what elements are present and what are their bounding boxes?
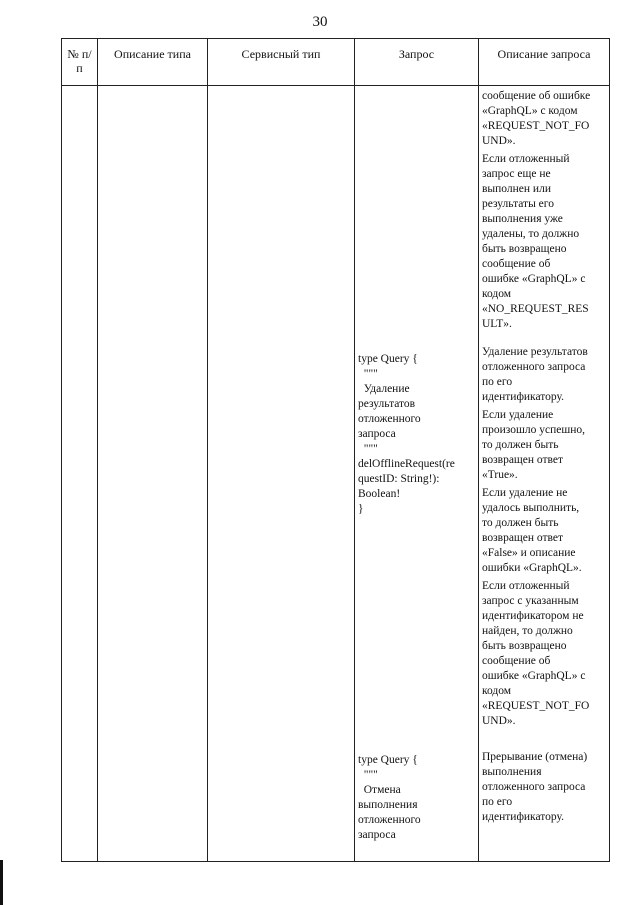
cell-query <box>355 86 479 862</box>
description-line: ошибке «GraphQL» с <box>482 670 586 682</box>
description-line: удалены, то должно <box>482 228 580 240</box>
description-line: «GraphQL» с кодом <box>482 105 578 117</box>
query-line: """ <box>358 443 378 455</box>
description-line: кодом <box>482 288 512 300</box>
query-cancel-offline-request <box>358 753 476 843</box>
query-line: Boolean! <box>358 488 401 500</box>
description-line: то должен быть <box>482 439 559 451</box>
description-line: Если отложенный <box>482 153 570 165</box>
description-line: по его <box>482 376 513 388</box>
description-line: «REQUEST_NOT_FO <box>482 700 590 712</box>
table-header-row <box>62 39 610 86</box>
query-line: """ <box>358 769 378 781</box>
description-line: ошибки «GraphQL». <box>482 562 582 574</box>
page-number: 30 <box>312 14 328 30</box>
query-line: type Query { <box>358 754 418 766</box>
description-line: произошло успешно, <box>482 424 586 436</box>
description-line: быть возвращено <box>482 243 567 255</box>
description-paragraph <box>482 152 607 332</box>
description-paragraph <box>482 408 607 483</box>
description-line: быть возвращено <box>482 640 567 652</box>
scan-margin-mark <box>0 860 3 905</box>
description-line: Удаление результатов <box>482 346 588 358</box>
description-paragraph <box>482 486 607 576</box>
description-line: UND». <box>482 715 516 727</box>
description-paragraph <box>482 89 607 149</box>
description-line: кодом <box>482 685 512 697</box>
cell-num <box>62 86 98 862</box>
description-line: «False» и описание <box>482 547 576 559</box>
header-service-type: Сервисный тип <box>208 39 355 86</box>
query-line: запроса <box>358 829 396 841</box>
header-type-description: Описание типа <box>98 39 208 86</box>
query-line: Отмена <box>358 784 401 796</box>
description-line: по его <box>482 796 513 808</box>
description-line: возвращен ответ <box>482 454 564 466</box>
description-line: выполнения <box>482 766 542 778</box>
description-line: Прерывание (отмена) <box>482 751 588 763</box>
description-line: то должен быть <box>482 517 559 529</box>
description-line: отложенного запроса <box>482 361 586 373</box>
query-line: отложенного <box>358 413 421 425</box>
query-del-offline-request <box>358 352 476 517</box>
header-num: № п/п <box>62 39 98 86</box>
description-line: «True». <box>482 469 518 481</box>
query-line: отложенного <box>358 814 421 826</box>
description-line: отложенного запроса <box>482 781 586 793</box>
query-line: questID: String!): <box>358 473 440 485</box>
desc-cancel-offline-request <box>482 750 607 828</box>
query-line: delOfflineRequest(re <box>358 458 455 470</box>
query-line: результатов <box>358 398 416 410</box>
description-line: Если удаление <box>482 409 554 421</box>
query-line: """ <box>358 368 378 380</box>
description-line: результаты его <box>482 198 554 210</box>
description-line: ULT». <box>482 318 512 330</box>
table-row <box>62 86 610 862</box>
description-line: UND». <box>482 135 516 147</box>
description-line: идентификатору. <box>482 811 564 823</box>
query-line: Удаление <box>358 383 410 395</box>
description-paragraph <box>482 579 607 729</box>
description-line: сообщение об <box>482 258 551 270</box>
header-query-description: Описание запроса <box>479 39 610 86</box>
description-line: идентификатору. <box>482 391 564 403</box>
desc-del-offline-request <box>482 345 607 732</box>
query-line: выполнения <box>358 799 418 811</box>
description-paragraph <box>482 750 607 825</box>
description-line: Если отложенный <box>482 580 570 592</box>
query-line: type Query { <box>358 353 418 365</box>
desc-continuation <box>482 89 607 335</box>
description-line: выполнен или <box>482 183 551 195</box>
cell-query-description <box>479 86 610 862</box>
description-line: возвращен ответ <box>482 532 564 544</box>
description-line: «REQUEST_NOT_FO <box>482 120 590 132</box>
description-line: сообщение об <box>482 655 551 667</box>
description-line: удалось выполнить, <box>482 502 580 514</box>
description-paragraph <box>482 345 607 405</box>
description-line: найден, то должно <box>482 625 573 637</box>
description-line: идентификатором не <box>482 610 584 622</box>
description-line: «NO_REQUEST_RES <box>482 303 589 315</box>
description-line: запрос с указанным <box>482 595 579 607</box>
cell-type-description <box>98 86 208 862</box>
service-types-table <box>61 38 610 862</box>
description-line: сообщение об ошибке <box>482 90 591 102</box>
description-line: выполнения уже <box>482 213 563 225</box>
query-line: запроса <box>358 428 396 440</box>
description-line: запрос еще не <box>482 168 551 180</box>
description-line: Если удаление не <box>482 487 568 499</box>
description-line: ошибке «GraphQL» с <box>482 273 586 285</box>
cell-service-type <box>208 86 355 862</box>
query-line: } <box>358 503 364 515</box>
header-query: Запрос <box>355 39 479 86</box>
